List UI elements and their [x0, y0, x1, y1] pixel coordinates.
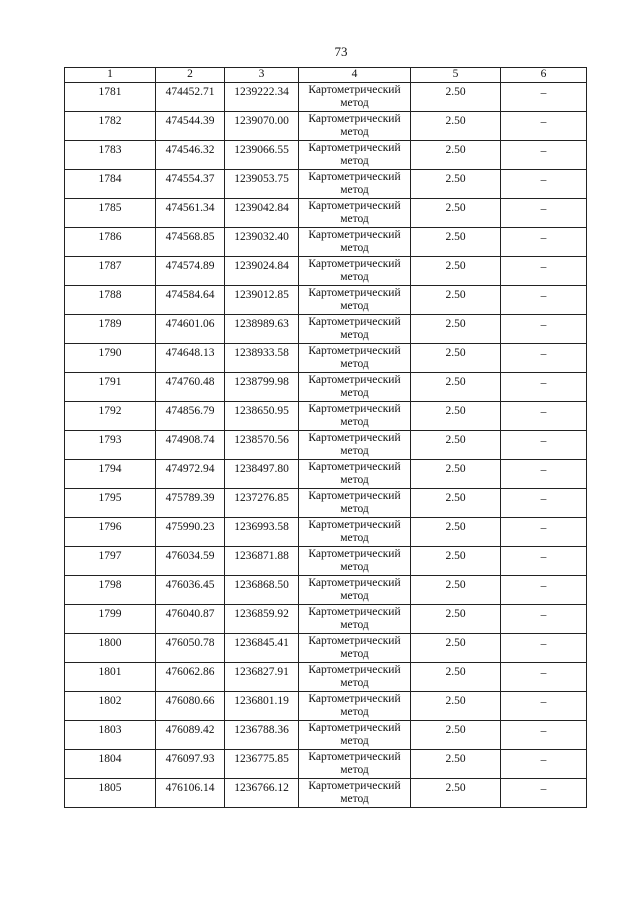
table-row	[65, 286, 587, 315]
accuracy-cell: 2.50	[411, 634, 501, 663]
point-number-cell: 1802	[65, 692, 156, 721]
table-row	[65, 663, 587, 692]
method-cell: Картометрический метод	[299, 518, 411, 547]
method-cell: Картометрический метод	[299, 460, 411, 489]
table-row	[65, 489, 587, 518]
y-coordinate-cell: 1239066.55	[225, 141, 299, 170]
column-header: 3	[225, 68, 299, 83]
table-header-row	[65, 68, 587, 83]
x-coordinate-cell: 476106.14	[156, 779, 225, 808]
x-coordinate-cell: 476080.66	[156, 692, 225, 721]
accuracy-cell: 2.50	[411, 663, 501, 692]
note-cell: –	[501, 228, 587, 257]
point-number-cell: 1794	[65, 460, 156, 489]
column-header: 4	[299, 68, 411, 83]
table-row	[65, 692, 587, 721]
point-number-cell: 1785	[65, 199, 156, 228]
table-row	[65, 170, 587, 199]
point-number-cell: 1784	[65, 170, 156, 199]
table-row	[65, 721, 587, 750]
note-cell: –	[501, 402, 587, 431]
method-cell: Картометрический метод	[299, 692, 411, 721]
y-coordinate-cell: 1239012.85	[225, 286, 299, 315]
method-cell: Картометрический метод	[299, 373, 411, 402]
table-row	[65, 779, 587, 808]
method-cell: Картометрический метод	[299, 170, 411, 199]
table-row	[65, 373, 587, 402]
y-coordinate-cell: 1238799.98	[225, 373, 299, 402]
page-number: 73	[334, 44, 348, 59]
table-row	[65, 344, 587, 373]
accuracy-cell: 2.50	[411, 779, 501, 808]
y-coordinate-cell: 1236993.58	[225, 518, 299, 547]
x-coordinate-cell: 474574.89	[156, 257, 225, 286]
note-cell: –	[501, 373, 587, 402]
x-coordinate-cell: 476089.42	[156, 721, 225, 750]
point-number-cell: 1790	[65, 344, 156, 373]
accuracy-cell: 2.50	[411, 373, 501, 402]
accuracy-cell: 2.50	[411, 170, 501, 199]
table-row	[65, 431, 587, 460]
method-cell: Картометрический метод	[299, 199, 411, 228]
point-number-cell: 1782	[65, 112, 156, 141]
method-cell: Картометрический метод	[299, 286, 411, 315]
method-cell: Картометрический метод	[299, 112, 411, 141]
column-header: 6	[501, 68, 587, 83]
note-cell: –	[501, 257, 587, 286]
table-row	[65, 257, 587, 286]
note-cell: –	[501, 489, 587, 518]
y-coordinate-cell: 1236868.50	[225, 576, 299, 605]
note-cell: –	[501, 141, 587, 170]
point-number-cell: 1783	[65, 141, 156, 170]
table-row	[65, 83, 587, 112]
accuracy-cell: 2.50	[411, 286, 501, 315]
y-coordinate-cell: 1236801.19	[225, 692, 299, 721]
note-cell: –	[501, 518, 587, 547]
y-coordinate-cell: 1239222.34	[225, 83, 299, 112]
y-coordinate-cell: 1236871.88	[225, 547, 299, 576]
y-coordinate-cell: 1239032.40	[225, 228, 299, 257]
x-coordinate-cell: 474554.37	[156, 170, 225, 199]
note-cell: –	[501, 315, 587, 344]
accuracy-cell: 2.50	[411, 605, 501, 634]
y-coordinate-cell: 1238650.95	[225, 402, 299, 431]
accuracy-cell: 2.50	[411, 83, 501, 112]
x-coordinate-cell: 476050.78	[156, 634, 225, 663]
accuracy-cell: 2.50	[411, 750, 501, 779]
table-row	[65, 199, 587, 228]
table-row	[65, 518, 587, 547]
y-coordinate-cell: 1236775.85	[225, 750, 299, 779]
note-cell: –	[501, 460, 587, 489]
method-cell: Картометрический метод	[299, 576, 411, 605]
point-number-cell: 1801	[65, 663, 156, 692]
x-coordinate-cell: 476062.86	[156, 663, 225, 692]
method-cell: Картометрический метод	[299, 605, 411, 634]
note-cell: –	[501, 112, 587, 141]
accuracy-cell: 2.50	[411, 460, 501, 489]
point-number-cell: 1797	[65, 547, 156, 576]
note-cell: –	[501, 83, 587, 112]
y-coordinate-cell: 1238570.56	[225, 431, 299, 460]
y-coordinate-cell: 1239070.00	[225, 112, 299, 141]
method-cell: Картометрический метод	[299, 663, 411, 692]
x-coordinate-cell: 476040.87	[156, 605, 225, 634]
accuracy-cell: 2.50	[411, 344, 501, 373]
accuracy-cell: 2.50	[411, 141, 501, 170]
x-coordinate-cell: 476097.93	[156, 750, 225, 779]
note-cell: –	[501, 779, 587, 808]
note-cell: –	[501, 576, 587, 605]
note-cell: –	[501, 344, 587, 373]
table-row	[65, 141, 587, 170]
y-coordinate-cell: 1239024.84	[225, 257, 299, 286]
accuracy-cell: 2.50	[411, 199, 501, 228]
point-number-cell: 1805	[65, 779, 156, 808]
accuracy-cell: 2.50	[411, 431, 501, 460]
accuracy-cell: 2.50	[411, 257, 501, 286]
x-coordinate-cell: 474546.32	[156, 141, 225, 170]
point-number-cell: 1803	[65, 721, 156, 750]
point-number-cell: 1800	[65, 634, 156, 663]
x-coordinate-cell: 474760.48	[156, 373, 225, 402]
accuracy-cell: 2.50	[411, 576, 501, 605]
x-coordinate-cell: 474584.64	[156, 286, 225, 315]
method-cell: Картометрический метод	[299, 750, 411, 779]
method-cell: Картометрический метод	[299, 83, 411, 112]
y-coordinate-cell: 1237276.85	[225, 489, 299, 518]
note-cell: –	[501, 634, 587, 663]
point-number-cell: 1795	[65, 489, 156, 518]
x-coordinate-cell: 474561.34	[156, 199, 225, 228]
table-row	[65, 576, 587, 605]
point-number-cell: 1799	[65, 605, 156, 634]
note-cell: –	[501, 605, 587, 634]
x-coordinate-cell: 474972.94	[156, 460, 225, 489]
method-cell: Картометрический метод	[299, 257, 411, 286]
method-cell: Картометрический метод	[299, 547, 411, 576]
column-header: 2	[156, 68, 225, 83]
x-coordinate-cell: 474452.71	[156, 83, 225, 112]
note-cell: –	[501, 663, 587, 692]
x-coordinate-cell: 474601.06	[156, 315, 225, 344]
table-row	[65, 315, 587, 344]
table-row	[65, 460, 587, 489]
table-row	[65, 605, 587, 634]
point-number-cell: 1786	[65, 228, 156, 257]
method-cell: Картометрический метод	[299, 344, 411, 373]
method-cell: Картометрический метод	[299, 634, 411, 663]
accuracy-cell: 2.50	[411, 692, 501, 721]
x-coordinate-cell: 475990.23	[156, 518, 225, 547]
y-coordinate-cell: 1236827.91	[225, 663, 299, 692]
method-cell: Картометрический метод	[299, 779, 411, 808]
method-cell: Картометрический метод	[299, 402, 411, 431]
method-cell: Картометрический метод	[299, 315, 411, 344]
point-number-cell: 1793	[65, 431, 156, 460]
y-coordinate-cell: 1239053.75	[225, 170, 299, 199]
y-coordinate-cell: 1236788.36	[225, 721, 299, 750]
method-cell: Картометрический метод	[299, 141, 411, 170]
method-cell: Картометрический метод	[299, 489, 411, 518]
y-coordinate-cell: 1238989.63	[225, 315, 299, 344]
accuracy-cell: 2.50	[411, 547, 501, 576]
note-cell: –	[501, 431, 587, 460]
method-cell: Картометрический метод	[299, 721, 411, 750]
table-row	[65, 112, 587, 141]
note-cell: –	[501, 692, 587, 721]
note-cell: –	[501, 547, 587, 576]
x-coordinate-cell: 474908.74	[156, 431, 225, 460]
point-number-cell: 1804	[65, 750, 156, 779]
accuracy-cell: 2.50	[411, 228, 501, 257]
y-coordinate-cell: 1236766.12	[225, 779, 299, 808]
x-coordinate-cell: 475789.39	[156, 489, 225, 518]
accuracy-cell: 2.50	[411, 489, 501, 518]
table-row	[65, 750, 587, 779]
note-cell: –	[501, 286, 587, 315]
accuracy-cell: 2.50	[411, 112, 501, 141]
accuracy-cell: 2.50	[411, 721, 501, 750]
y-coordinate-cell: 1236845.41	[225, 634, 299, 663]
y-coordinate-cell: 1238933.58	[225, 344, 299, 373]
point-number-cell: 1792	[65, 402, 156, 431]
point-number-cell: 1788	[65, 286, 156, 315]
table-row	[65, 228, 587, 257]
x-coordinate-cell: 474856.79	[156, 402, 225, 431]
x-coordinate-cell: 476036.45	[156, 576, 225, 605]
table-row	[65, 402, 587, 431]
accuracy-cell: 2.50	[411, 315, 501, 344]
accuracy-cell: 2.50	[411, 518, 501, 547]
y-coordinate-cell: 1236859.92	[225, 605, 299, 634]
table-row	[65, 547, 587, 576]
point-number-cell: 1791	[65, 373, 156, 402]
accuracy-cell: 2.50	[411, 402, 501, 431]
point-number-cell: 1787	[65, 257, 156, 286]
note-cell: –	[501, 170, 587, 199]
column-header: 1	[65, 68, 156, 83]
point-number-cell: 1789	[65, 315, 156, 344]
column-header: 5	[411, 68, 501, 83]
point-number-cell: 1781	[65, 83, 156, 112]
method-cell: Картометрический метод	[299, 228, 411, 257]
coordinates-table	[64, 67, 587, 808]
table-row	[65, 634, 587, 663]
y-coordinate-cell: 1238497.80	[225, 460, 299, 489]
y-coordinate-cell: 1239042.84	[225, 199, 299, 228]
note-cell: –	[501, 199, 587, 228]
x-coordinate-cell: 474568.85	[156, 228, 225, 257]
point-number-cell: 1796	[65, 518, 156, 547]
note-cell: –	[501, 721, 587, 750]
x-coordinate-cell: 474544.39	[156, 112, 225, 141]
note-cell: –	[501, 750, 587, 779]
table-body	[65, 83, 587, 808]
method-cell: Картометрический метод	[299, 431, 411, 460]
x-coordinate-cell: 476034.59	[156, 547, 225, 576]
point-number-cell: 1798	[65, 576, 156, 605]
x-coordinate-cell: 474648.13	[156, 344, 225, 373]
